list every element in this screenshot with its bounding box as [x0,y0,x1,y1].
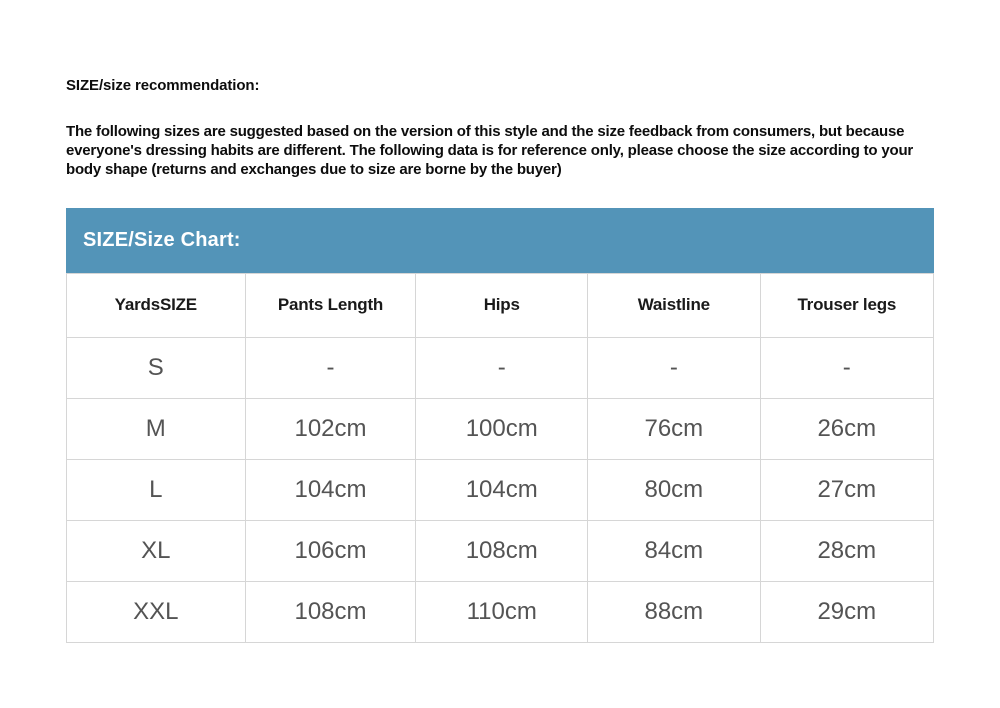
size-label: L [67,459,246,520]
size-chart-title-bar [66,208,934,273]
measurement-cell: - [588,337,761,398]
measurement-cell: 104cm [416,459,588,520]
size-label: XXL [67,581,246,642]
measurement-cell: 100cm [416,398,588,459]
table-row-xl [67,520,934,581]
content-area [66,0,934,643]
measurement-cell: 104cm [245,459,416,520]
size-label: XL [67,520,246,581]
measurement-cell: - [760,337,933,398]
size-label: M [67,398,246,459]
measurement-cell: 76cm [588,398,761,459]
measurement-cell: 29cm [760,581,933,642]
measurement-cell: 84cm [588,520,761,581]
measurement-cell: 26cm [760,398,933,459]
measurement-cell: 88cm [588,581,761,642]
column-header-hips: Hips [416,273,588,337]
column-header-pants-length: Pants Length [245,273,416,337]
measurement-cell: 108cm [245,581,416,642]
size-recommendation-body: The following sizes are suggested based on the version of this style and the size feedback from consumers, but because everyone's dressing habits are different. The following data is for reference only, please choose the size according to your body shape (returns and exchanges due to size are borne by the buyer) [66,122,914,178]
measurement-cell: 108cm [416,520,588,581]
measurement-cell: 106cm [245,520,416,581]
table-row-s [67,337,934,398]
size-label: S [67,337,246,398]
measurement-cell: - [416,337,588,398]
table-row-xxl [67,581,934,642]
column-header-waistline: Waistline [588,273,761,337]
size-recommendation-heading: SIZE/size recommendation: [66,77,260,94]
size-chart-table [66,273,934,643]
size-chart-title: SIZE/Size Chart: [83,228,241,251]
table-row-l [67,459,934,520]
measurement-cell: - [245,337,416,398]
column-header-trouser-legs: Trouser legs [760,273,933,337]
table-row-m [67,398,934,459]
measurement-cell: 102cm [245,398,416,459]
measurement-cell: 27cm [760,459,933,520]
measurement-cell: 28cm [760,520,933,581]
measurement-cell: 80cm [588,459,761,520]
table-header-row [67,273,934,337]
measurement-cell: 110cm [416,581,588,642]
column-header-yards-size: YardsSIZE [67,273,246,337]
